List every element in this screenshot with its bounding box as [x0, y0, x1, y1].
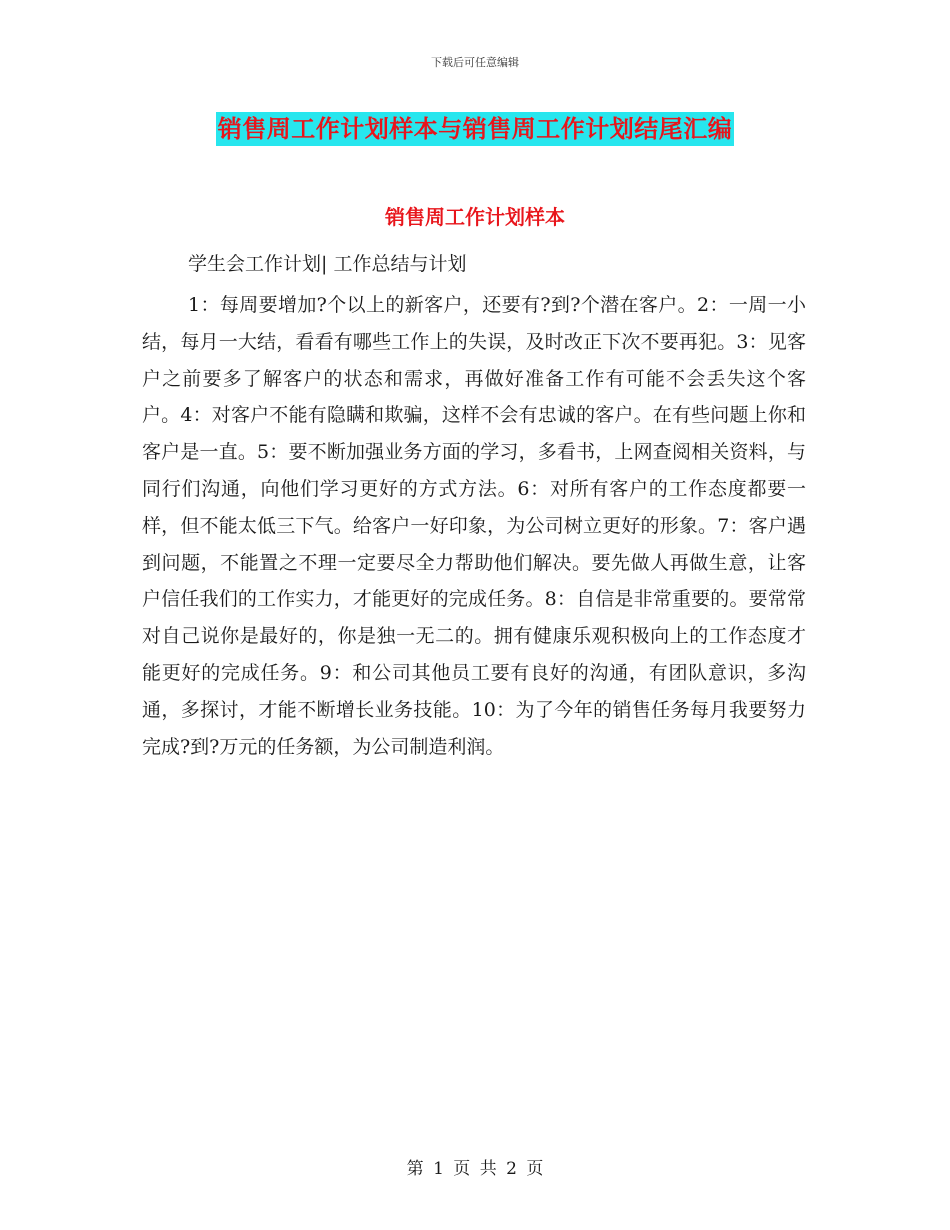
body-paragraph: 1：每周要增加?个以上的新客户，还要有?到?个潜在客户。2：一周一小结，每月一大结，看看有哪些工作上的失误，及时改正下次不要再犯。3：见客户之前要多了解客户的状态和需求，再做好准备工作有可能不会丢失这个客户。4：对客户不能有隐瞒和欺骗，这样不会有忠诚的客户。在有些问题上你和客户是一直。5：要不断加强业务方面的学习，多看书，上网查阅相关资料，与同行们沟通，向他们学习更好的方式方法。6：对所有客户的工作态度都要一样，但不能太低三下气。给客户一好印象，为公司树立更好的形象。7：客户遇到问题，不能置之不理一定要尽全力帮助他们解决。要先做人再做生意，让客户信任我们的工作实力，才能更好的完成任务。8：自信是非常重要的。要常常对自己说你是最好的，你是独一无二的。拥有健康乐观积极向上的工作态度才能更好的完成任务。9：和公司其他员工要有良好的沟通，有团队意识，多沟通，多探讨，才能不断增长业务技能。10：为了今年的销售任务每月我要努力完成?到?万元的任务额，为公司制造利润。 [142, 294, 806, 758]
main-title-container [0, 112, 950, 146]
subheading: 学生会工作计划| 工作总结与计划 [188, 253, 467, 275]
header-note: 下载后可任意编辑 [431, 56, 519, 69]
page-footer: 第 1 页 共 2 页 [406, 1159, 544, 1179]
section-title: 销售周工作计划样本 [385, 205, 565, 229]
main-title: 销售周工作计划样本与销售周工作计划结尾汇编 [216, 112, 735, 146]
